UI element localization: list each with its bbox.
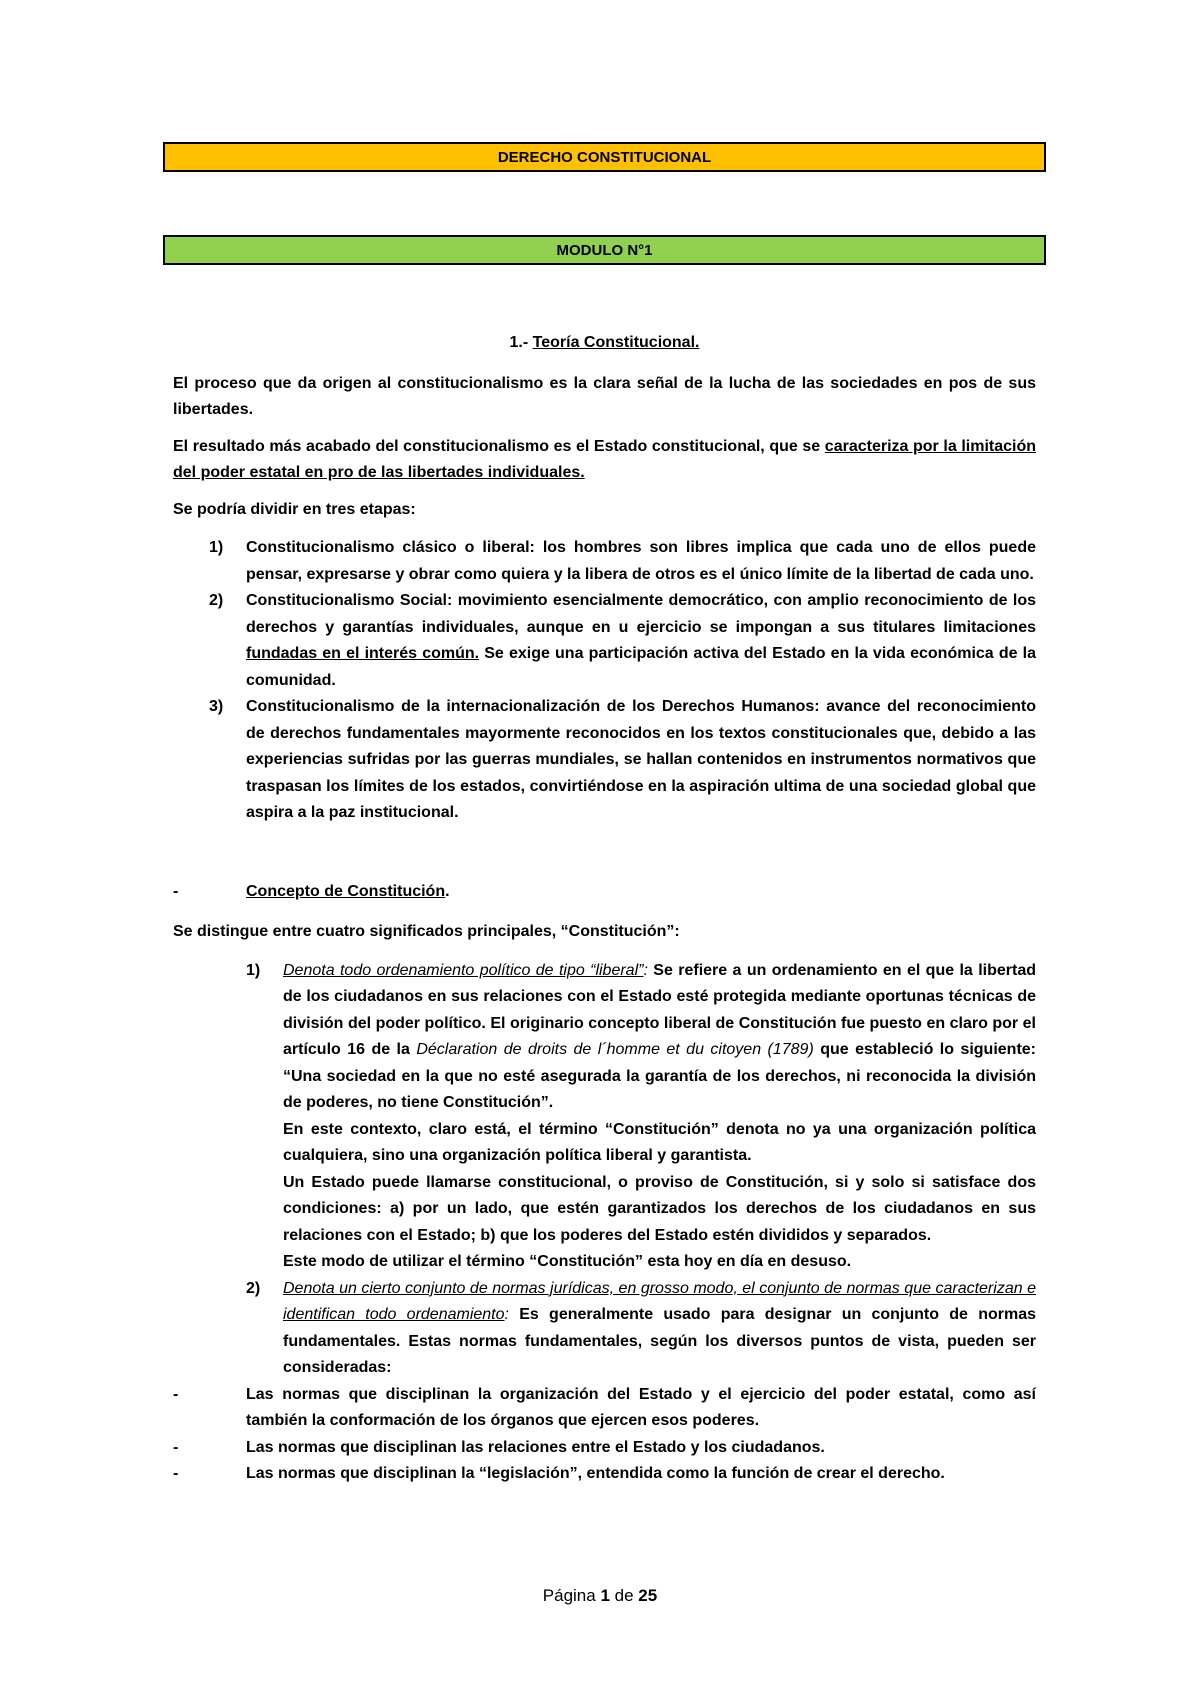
dash-bullet: - xyxy=(173,1438,179,1456)
stages-list xyxy=(173,535,1036,827)
heading-punctuation: . xyxy=(445,882,450,900)
list-item-text: Constitucionalismo Social: movimiento esencialmente democrático, con amplio reconocimiento de los derechos y garantías individuales, aunque en u ejercicio se impongan a sus titulares limitaciones xyxy=(246,592,1036,636)
section-heading xyxy=(173,330,1036,357)
list-item xyxy=(173,694,1036,827)
meaning-colon: : xyxy=(504,1306,509,1323)
module-title: MODULO N°1 xyxy=(556,241,653,259)
list-item xyxy=(173,1461,1036,1488)
list-number: 3) xyxy=(209,698,224,715)
page-label: Página xyxy=(542,1586,601,1605)
document-title: DERECHO CONSTITUCIONAL xyxy=(497,148,712,166)
list-item xyxy=(173,588,1036,694)
list-number: 2) xyxy=(209,592,224,609)
section-title: Teoría Constitucional. xyxy=(532,334,700,351)
page-total: 25 xyxy=(638,1586,658,1605)
list-number: 1) xyxy=(209,539,224,556)
dash-bullet: - xyxy=(173,882,179,900)
list-item-text: Constitucionalismo clásico o liberal: los hombres son libres implica que cada uno de ellos puede pensar, expresarse y obrar como quiera y la libera de otros es el único límite de la libertad de cada uno. xyxy=(246,539,1036,583)
list-item-text: Es generalmente usado para designar un conjunto de normas fundamentales. Estas normas fundamentales, según los diversos puntos de vista, pueden ser consideradas: xyxy=(283,1306,1036,1376)
norms-list xyxy=(173,1382,1036,1488)
list-item xyxy=(173,1435,1036,1462)
paragraph xyxy=(173,434,1036,487)
concept-heading xyxy=(173,879,1036,906)
paragraph: Se podría dividir en tres etapas: xyxy=(173,500,416,518)
meanings-list xyxy=(173,958,1036,1382)
list-item xyxy=(173,535,1036,588)
page-number: 1 xyxy=(600,1586,610,1605)
document-body xyxy=(173,330,1036,1488)
section-number: 1.- xyxy=(509,334,533,351)
list-item-text: Se refiere a un ordenamiento en el que la libertad de los ciudadanos en sus relaciones con el Estado esté protegida mediante oportunas técnicas de división del poder político. El originario concepto liberal de Constitución fue puesto en claro por el artículo 16 de la xyxy=(283,961,1036,1058)
list-item-paragraph: Este modo de utilizar el término “Constitución” esta hoy en día en desuso. xyxy=(283,1253,852,1270)
underlined-text: fundadas en el interés común. xyxy=(246,645,480,662)
list-item-paragraph: Un Estado puede llamarse constitucional, o proviso de Constitución, si y solo si satisface dos condiciones: a) por un lado, que estén garantizados los derechos de los ciudadanos en sus relaciones con el Estado; b) que los poderes del Estado estén divididos y separados. xyxy=(283,1173,1036,1244)
list-number: 1) xyxy=(246,961,261,979)
list-item xyxy=(173,1382,1036,1435)
dash-bullet: - xyxy=(173,1385,179,1403)
meaning-label: Denota un cierto conjunto de normas jurídicas, en grosso modo, el conjunto de normas que caracterizan e identifican todo ordenamiento xyxy=(283,1279,1036,1323)
list-item-paragraph: En este contexto, claro está, el término “Constitución” denota no ya una organización política cualquiera, sino una organización política liberal y garantista. xyxy=(283,1120,1036,1164)
module-banner xyxy=(163,235,1046,265)
list-item-text: que estableció lo siguiente: “Una sociedad en la que no esté asegurada la garantía de los derechos, ni reconocida la división de poderes, no tiene Constitución”. xyxy=(283,1041,1036,1111)
list-item-text: Las normas que disciplinan la “legislación”, entendida como la función de crear el derecho. xyxy=(246,1465,945,1482)
paragraph: Se distingue entre cuatro significados principales, “Constitución”: xyxy=(173,923,680,940)
of-label: de xyxy=(609,1586,639,1605)
paragraph-text: El resultado más acabado del constitucionalismo es el Estado constitucional, que se xyxy=(173,437,825,455)
list-item xyxy=(173,1276,1036,1382)
meaning-label: Denota todo ordenamiento político de tipo “liberal” xyxy=(283,961,644,979)
list-item-text: Constitucionalismo de la internacionalización de los Derechos Humanos: avance del reconocimiento de derechos fundamentales mayormente reconocidos en los textos constitucionales que, debido a las experiencias sufridas por las guerras mundiales, se hallan contenidos en instrumentos normativos que traspasan los límites de los estados, convirtiéndose en la aspiración ultima de una sociedad global que aspira a la paz institucional. xyxy=(246,698,1036,821)
underlined-text: caracteriza por la limitación del poder estatal en pro de las libertades individuales. xyxy=(173,437,1037,481)
list-item-text: Las normas que disciplinan las relaciones entre el Estado y los ciudadanos. xyxy=(246,1438,825,1456)
meaning-colon: : xyxy=(643,961,648,979)
list-item-text: Se exige una participación activa del Estado en la vida económica de la comunidad. xyxy=(246,645,1036,689)
list-item-text: Las normas que disciplinan la organización del Estado y el ejercicio del poder estatal, como así también la conformación de los órganos que ejercen esos poderes. xyxy=(246,1385,1036,1429)
list-number: 2) xyxy=(246,1279,261,1297)
page-footer xyxy=(0,1586,1200,1606)
italic-citation: Déclaration de droits de l´homme et du citoyen (1789) xyxy=(416,1041,814,1058)
document-title-banner xyxy=(163,142,1046,172)
concept-title: Concepto de Constitución xyxy=(246,882,446,900)
list-item xyxy=(173,958,1036,1276)
paragraph: El proceso que da origen al constitucionalismo es la clara señal de la lucha de las sociedades en pos de sus libertades. xyxy=(173,374,1036,418)
dash-bullet: - xyxy=(173,1465,179,1482)
